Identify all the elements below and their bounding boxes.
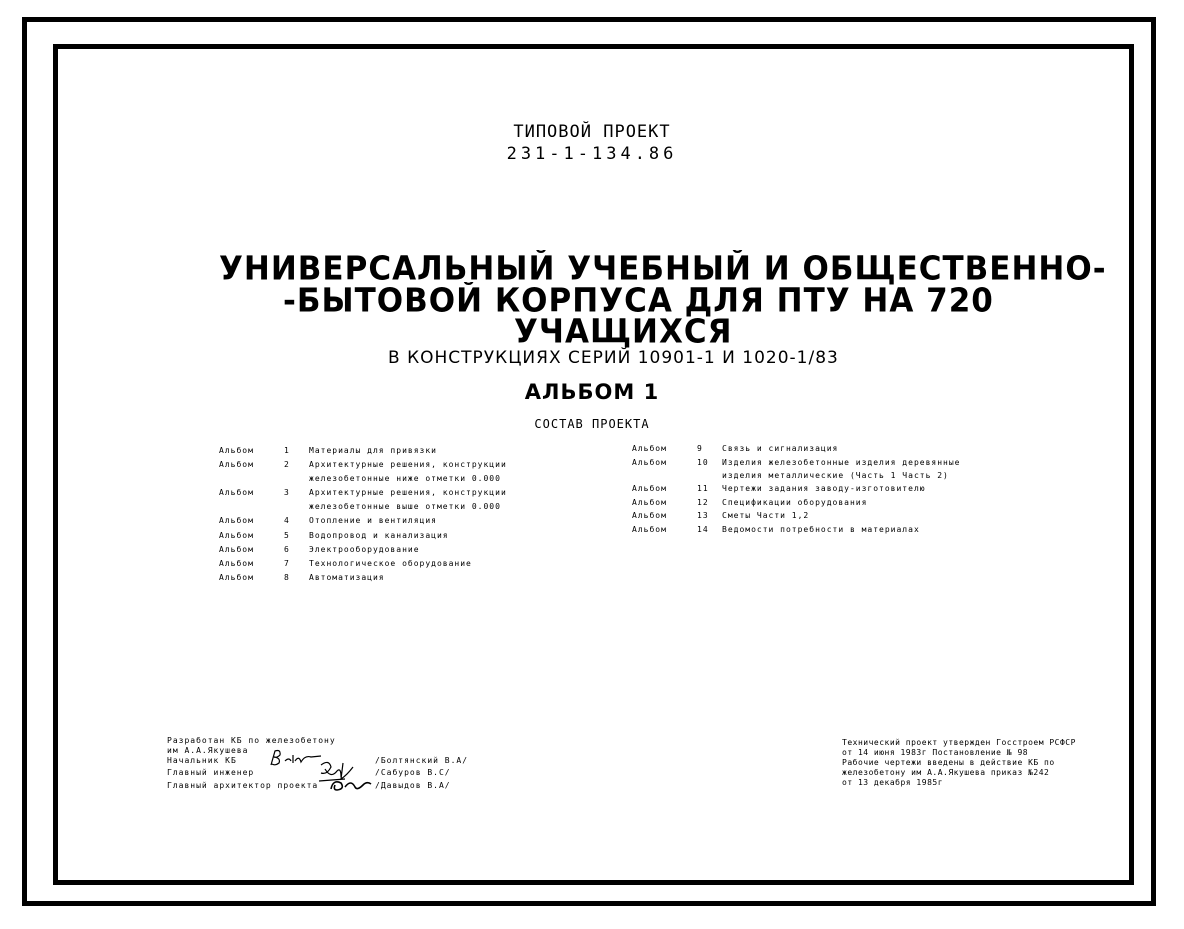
album-label: АЛЬБОМ 1 bbox=[524, 380, 660, 404]
album-number: 4 bbox=[284, 516, 290, 525]
album-description: Отопление и вентиляция bbox=[309, 516, 437, 525]
album-number: 8 bbox=[284, 573, 290, 582]
album-description: Архитектурные решения, конструкции bbox=[309, 488, 507, 497]
credits-organization-name: им А.А.Якушева bbox=[167, 746, 249, 755]
album-word: Альбом bbox=[219, 545, 254, 554]
album-number: 5 bbox=[284, 531, 290, 540]
approval-line-5: от 13 декабря 1985г bbox=[842, 778, 944, 787]
approval-line-2: от 14 июня 1983г Постановление № 98 bbox=[842, 748, 1029, 757]
album-number: 1 bbox=[284, 446, 290, 455]
album-description: Электрооборудование bbox=[309, 545, 420, 554]
album-number: 7 bbox=[284, 559, 290, 568]
album-description: Связь и сигнализация bbox=[722, 444, 839, 453]
album-description: изделия металлические (Часть 1 Часть 2) bbox=[722, 471, 949, 480]
album-number: 9 bbox=[697, 444, 703, 453]
title-line-3: УЧАЩИХСЯ bbox=[514, 313, 733, 351]
album-number: 2 bbox=[284, 460, 290, 469]
album-description: Материалы для привязки bbox=[309, 446, 437, 455]
album-description: Спецификации оборудования bbox=[722, 498, 868, 507]
subtitle: В КОНСТРУКЦИЯХ СЕРИЙ 10901-1 И 1020-1/83 bbox=[388, 348, 839, 368]
album-description: Чертежи задания заводу-изготовителю bbox=[722, 484, 926, 493]
credits-organization: Разработан КБ по железобетону bbox=[167, 736, 336, 745]
signature-chief-architect bbox=[327, 775, 375, 795]
album-description: Автоматизация bbox=[309, 573, 385, 582]
album-number: 6 bbox=[284, 545, 290, 554]
album-number: 10 bbox=[697, 458, 709, 467]
credits-name-chief-engineer: /Сабуров В.С/ bbox=[375, 768, 451, 777]
album-word: Альбом bbox=[632, 498, 667, 507]
project-number: 231-1-134.86 bbox=[506, 144, 678, 164]
album-word: Альбом bbox=[632, 484, 667, 493]
approval-line-3: Рабочие чертежи введены в действие КБ по bbox=[842, 758, 1055, 767]
album-word: Альбом bbox=[219, 488, 254, 497]
credits-name-chief-architect: /Давыдов В.А/ bbox=[375, 781, 451, 790]
approval-line-1: Технический проект утвержден Госстроем РСФСР bbox=[842, 738, 1076, 747]
album-description: железобетонные ниже отметки 0.000 bbox=[309, 474, 501, 483]
album-number: 3 bbox=[284, 488, 290, 497]
approval-line-4: железобетону им А.А.Якушева приказ №242 bbox=[842, 768, 1050, 777]
album-word: Альбом bbox=[219, 531, 254, 540]
album-word: Альбом bbox=[632, 458, 667, 467]
album-number: 14 bbox=[697, 525, 709, 534]
album-number: 11 bbox=[697, 484, 709, 493]
album-word: Альбом bbox=[219, 559, 254, 568]
album-word: Альбом bbox=[632, 511, 667, 520]
project-type-label: ТИПОВОЙ ПРОЕКТ bbox=[513, 122, 671, 142]
album-description: Водопровод и канализация bbox=[309, 531, 449, 540]
credits-role-chief-engineer: Главный инженер bbox=[167, 768, 255, 777]
album-description: Ведомости потребности в материалах bbox=[722, 525, 920, 534]
credits-role-chief: Начальник КБ bbox=[167, 756, 237, 765]
album-description: Изделия железобетонные изделия деревянные bbox=[722, 458, 961, 467]
album-number: 12 bbox=[697, 498, 709, 507]
contents-heading: СОСТАВ ПРОЕКТА bbox=[534, 417, 650, 431]
credits-name-chief: /Болтянский В.А/ bbox=[375, 756, 469, 765]
album-description: железобетонные выше отметки 0.000 bbox=[309, 502, 501, 511]
album-word: Альбом bbox=[219, 460, 254, 469]
title-line-2: -БЫТОВОЙ КОРПУСА ДЛЯ ПТУ НА 720 bbox=[283, 282, 994, 320]
album-number: 13 bbox=[697, 511, 709, 520]
album-word: Альбом bbox=[632, 444, 667, 453]
album-word: Альбом bbox=[219, 516, 254, 525]
album-description: Технологическое оборудование bbox=[309, 559, 472, 568]
album-word: Альбом bbox=[632, 525, 667, 534]
album-description: Архитектурные решения, конструкции bbox=[309, 460, 507, 469]
title-line-1: УНИВЕРСАЛЬНЫЙ УЧЕБНЫЙ И ОБЩЕСТВЕННО- bbox=[219, 250, 1107, 288]
credits-role-chief-architect: Главный архитектор проекта bbox=[167, 781, 319, 790]
album-description: Сметы Части 1,2 bbox=[722, 511, 810, 520]
album-word: Альбом bbox=[219, 446, 254, 455]
album-word: Альбом bbox=[219, 573, 254, 582]
